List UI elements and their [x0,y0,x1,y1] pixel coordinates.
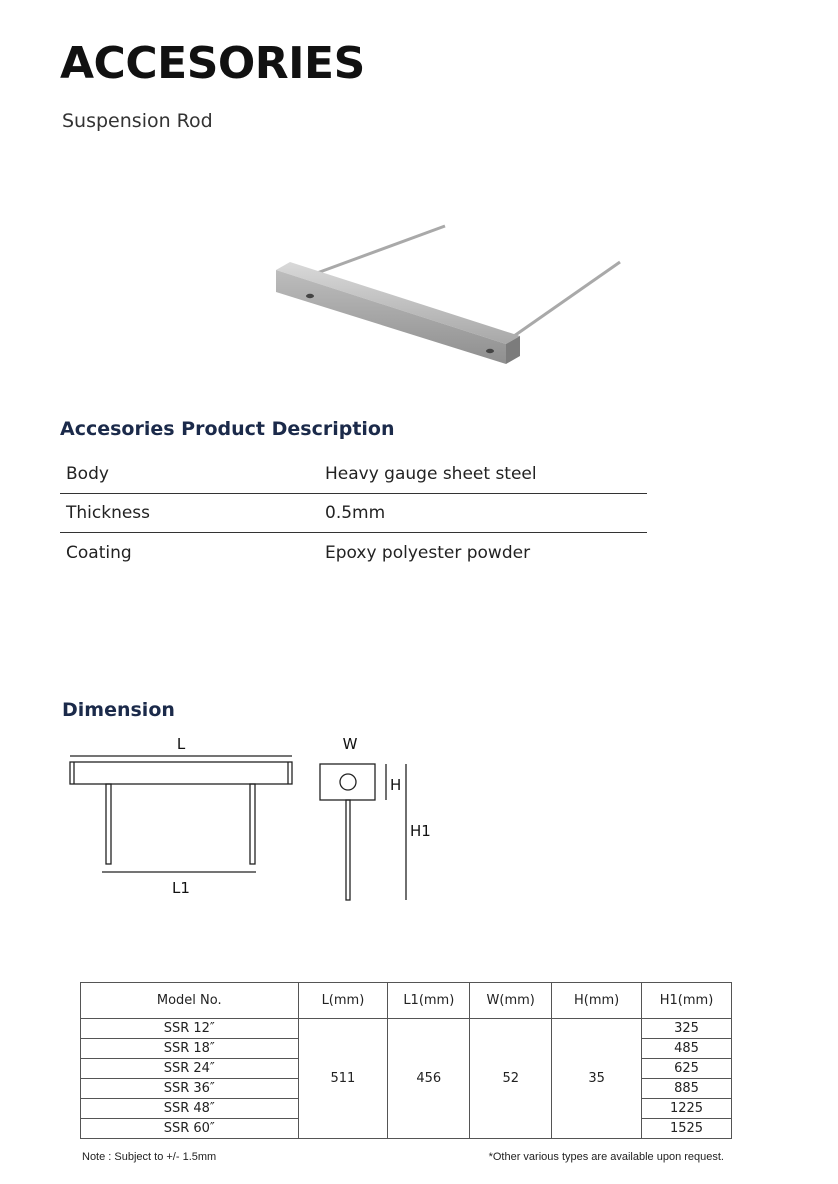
description-value: Epoxy polyester powder [325,542,531,563]
dim-label-h1: H1 [410,822,431,840]
description-row-body [60,455,647,494]
h1-cell: 325 [642,1019,732,1039]
model-cell: SSR 24″ [81,1059,299,1079]
description-row-thickness [60,494,647,533]
h1-cell: 485 [642,1039,732,1059]
dim-label-w: W [342,735,358,753]
dim-label-l: L [176,735,186,753]
dimension-diagram [60,732,460,912]
description-key: Body [66,464,109,484]
w-value: 52 [470,1019,552,1139]
availability-note: *Other various types are available upon request. [488,1151,724,1163]
header-model: Model No. [81,983,299,1019]
description-key: Coating [66,542,132,563]
model-cell: SSR 60″ [81,1119,299,1139]
model-cell: SSR 48″ [81,1099,299,1119]
model-cell: SSR 18″ [81,1039,299,1059]
model-cell: SSR 12″ [81,1019,299,1039]
page-title: ACCESORIES [60,38,365,89]
suspension-rod-image [262,218,632,378]
model-cell: SSR 36″ [81,1079,299,1099]
table-row [81,1019,732,1039]
h-value: 35 [552,1019,642,1139]
h1-cell: 885 [642,1079,732,1099]
spec-header-row [81,983,732,1019]
header-l1: L1(mm) [388,983,470,1019]
dim-label-l1: L1 [172,879,190,897]
header-h1: H1(mm) [642,983,732,1019]
tolerance-note: Note : Subject to +/- 1.5mm [82,1151,217,1163]
description-key: Thickness [66,503,151,523]
description-heading: Accesories Product Description [60,418,395,440]
dim-label-h: H [390,776,402,794]
header-w: W(mm) [470,983,552,1019]
product-subtitle: Suspension Rod [62,110,213,132]
description-row-coating [60,533,647,572]
spec-table [80,982,732,1139]
l-value: 511 [298,1019,388,1139]
header-h: H(mm) [552,983,642,1019]
h1-cell: 625 [642,1059,732,1079]
description-table [60,455,647,572]
h1-cell: 1525 [642,1119,732,1139]
description-value: 0.5mm [325,503,386,523]
description-value: Heavy gauge sheet steel [325,464,537,484]
l1-value: 456 [388,1019,470,1139]
h1-cell: 1225 [642,1099,732,1119]
header-l: L(mm) [298,983,388,1019]
dimension-heading: Dimension [62,699,175,721]
